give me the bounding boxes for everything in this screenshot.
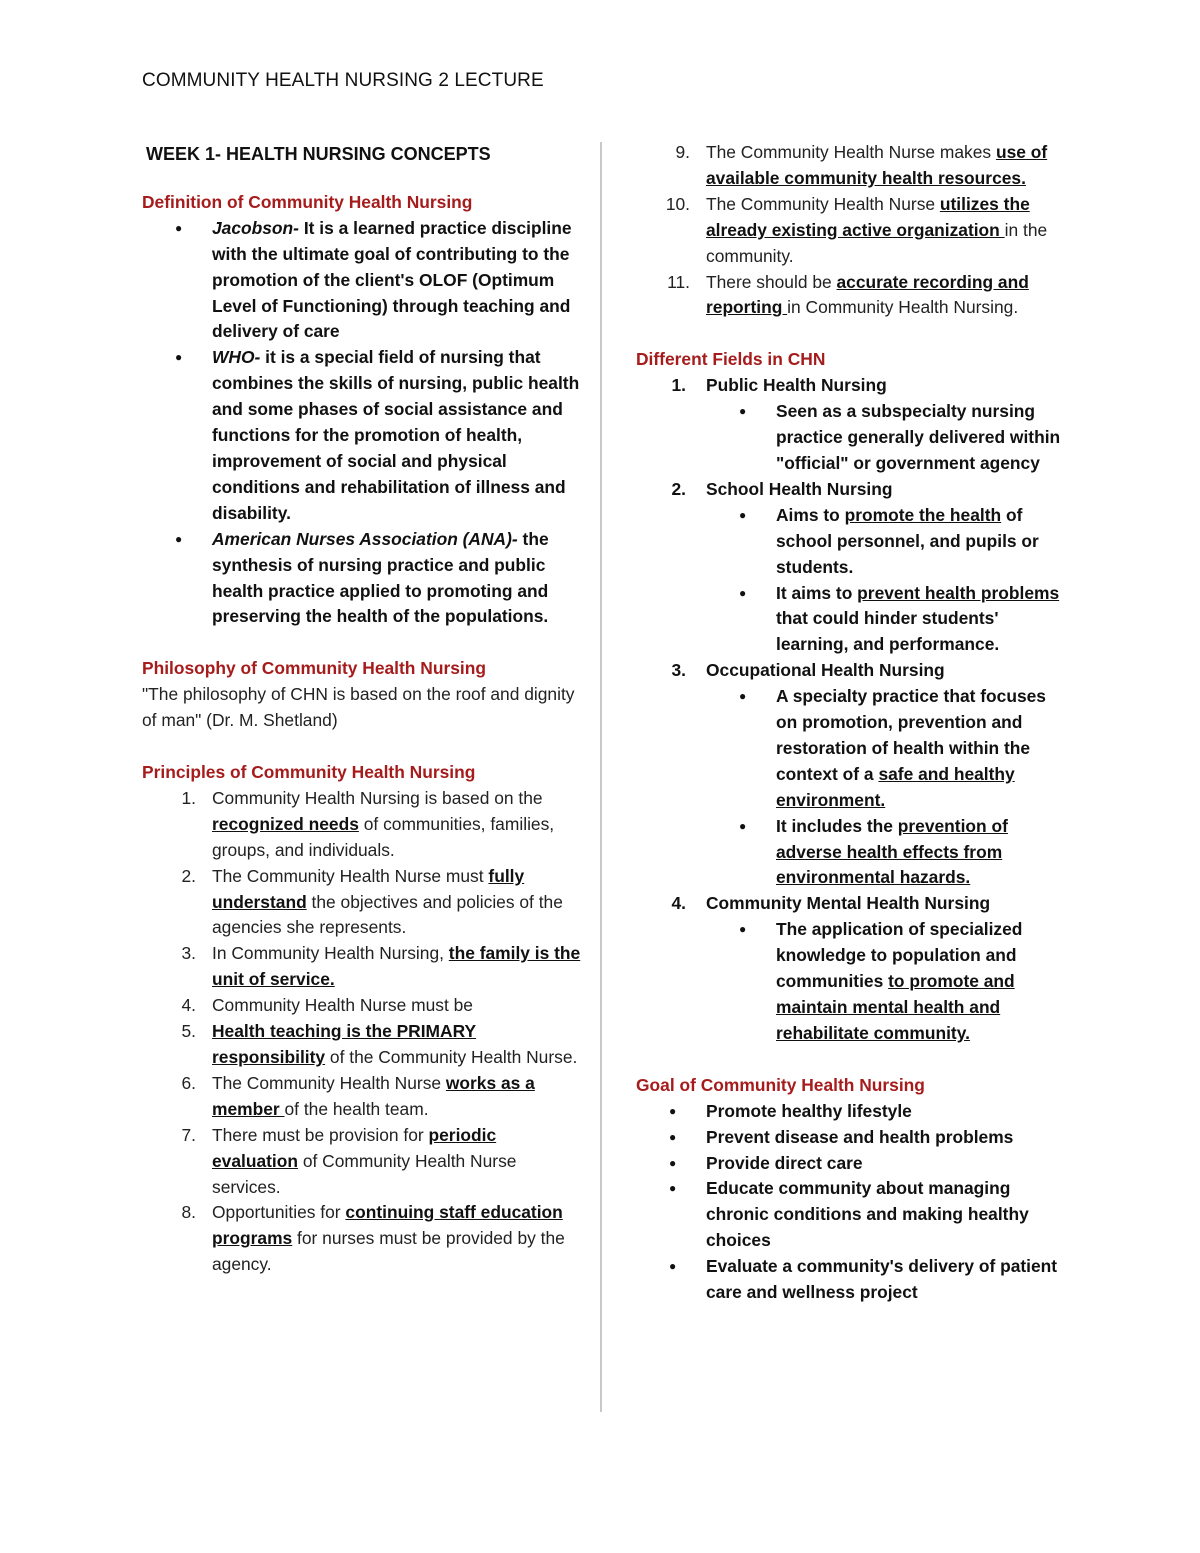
field-bullet: ● It includes the prevention of adverse health effects from environmental hazards.: [636, 814, 1066, 892]
goal-item: ● Provide direct care: [636, 1151, 1066, 1177]
week-title: WEEK 1- HEALTH NURSING CONCEPTS: [146, 144, 491, 164]
definition-term: WHO-: [212, 347, 261, 368]
field-bullet: ● A specialty practice that focuses on promotion, prevention and restoration of health within the context of a safe and healthy environment.: [636, 684, 1066, 814]
definition-heading: Definition of Community Health Nursing: [142, 191, 473, 212]
goal-item: ● Promote healthy lifestyle: [636, 1099, 1066, 1125]
definition-text: It is a learned practice discipline with the ultimate goal of contributing to the promotion of the client's OLOF (Optimum Level of Functioning) through teaching and delivery of care: [212, 217, 572, 342]
fields-heading: Different Fields in CHN: [636, 349, 826, 370]
philosophy-heading: Philosophy of Community Health Nursing: [142, 658, 486, 679]
principle-item: 6. The Community Health Nurse works as a member of the health team.: [181, 1072, 535, 1119]
principle-item: 5. Health teaching is the PRIMARY responsibility of the Community Health Nurse.: [181, 1021, 578, 1067]
principle-item: 8. Opportunities for continuing staff education programs for nurses must be provided by the agency.: [181, 1202, 565, 1275]
document-title: COMMUNITY HEALTH NURSING 2 LECTURE: [142, 70, 544, 91]
field-item: 1. Public Health Nursing ● Seen as a subspecialty nursing practice generally delivered within "official" or government agency: [636, 373, 1066, 477]
field-item: 2. School Health Nursing ● Aims to promote the health of school personnel, and pupils or students. ● It aims to prevent health problems that could hinder students' learning, and performance.: [636, 477, 1066, 658]
definition-item: [142, 527, 582, 631]
definition-term: American Nurses Association (ANA)-: [212, 528, 518, 549]
field-bullet: ● Seen as a subspecialty nursing practice generally delivered within "official" or government agency: [636, 399, 1066, 477]
principle-item: 4. Community Health Nurse must be: [181, 995, 473, 1016]
definition-item: [142, 216, 582, 346]
field-title: Community Mental Health Nursing: [706, 893, 991, 914]
definition-text: it is a special field of nursing that combines the skills of nursing, public health and some phases of social assistance and functions for the promotion of health, improvement of social and physical conditions and rehabilitation of illness and disability.: [212, 347, 580, 523]
definition-list: [142, 216, 582, 631]
principle-item: 10. The Community Health Nurse utilizes the already existing active organization in the community.: [665, 193, 1048, 266]
field-title: Occupational Health Nursing: [706, 660, 945, 681]
definition-item: [142, 345, 582, 526]
goal-heading: Goal of Community Health Nursing: [636, 1074, 925, 1095]
column-divider: [600, 142, 602, 1412]
left-column: [142, 140, 582, 1278]
field-item: 4. Community Mental Health Nursing ● The application of specialized knowledge to population and communities to promote and maintain mental health and rehabilitate community.: [636, 891, 1066, 1046]
principle-item: 11. There should be accurate recording and reporting in Community Health Nursing.: [667, 271, 1029, 318]
goal-list: [636, 1099, 1066, 1306]
principle-item: 3. In Community Health Nursing, the family is the unit of service.: [181, 943, 581, 990]
principle-item: 2. The Community Health Nurse must fully understand the objectives and policies of the agencies she represents.: [181, 865, 563, 938]
principle-item: 7. There must be provision for periodic evaluation of Community Health Nurse services.: [181, 1124, 517, 1197]
field-title: Public Health Nursing: [706, 375, 887, 396]
principle-item: 1. Community Health Nursing is based on the recognized needs of communities, families, groups, and individuals.: [181, 787, 555, 860]
philosophy-text: "The philosophy of CHN is based on the roof and dignity of man" (Dr. M. Shetland): [142, 684, 575, 731]
field-bullet: ● It aims to prevent health problems that could hinder students' learning, and performance.: [636, 581, 1066, 659]
field-title: School Health Nursing: [706, 478, 893, 499]
goal-item: ● Educate community about managing chronic conditions and making healthy choices: [636, 1176, 1066, 1254]
principles-list-continued: [636, 140, 1066, 321]
goal-item: ● Prevent disease and health problems: [636, 1125, 1066, 1151]
definition-term: Jacobson-: [212, 217, 299, 238]
principle-item: 9. The Community Health Nurse makes use of available community health resources.: [675, 142, 1048, 188]
right-column: [636, 140, 1066, 1306]
principles-list: [142, 786, 582, 1278]
fields-list: [636, 373, 1066, 1047]
goal-item: ● Evaluate a community's delivery of patient care and wellness project: [636, 1254, 1066, 1306]
field-bullet: ● The application of specialized knowledge to population and communities to promote and maintain mental health and rehabilitate community.: [636, 917, 1066, 1047]
field-item: 3. Occupational Health Nursing ● A specialty practice that focuses on promotion, prevention and restoration of health within the context of a safe and healthy environment. ● It includes the prevention of adverse health effects from environmental hazards.: [636, 658, 1066, 891]
principles-heading: Principles of Community Health Nursing: [142, 762, 476, 783]
field-bullet: ● Aims to promote the health of school personnel, and pupils or students.: [636, 503, 1066, 581]
definition-text: the synthesis of nursing practice and public health practice applied to promoting and preserving the health of the populations.: [212, 528, 549, 627]
